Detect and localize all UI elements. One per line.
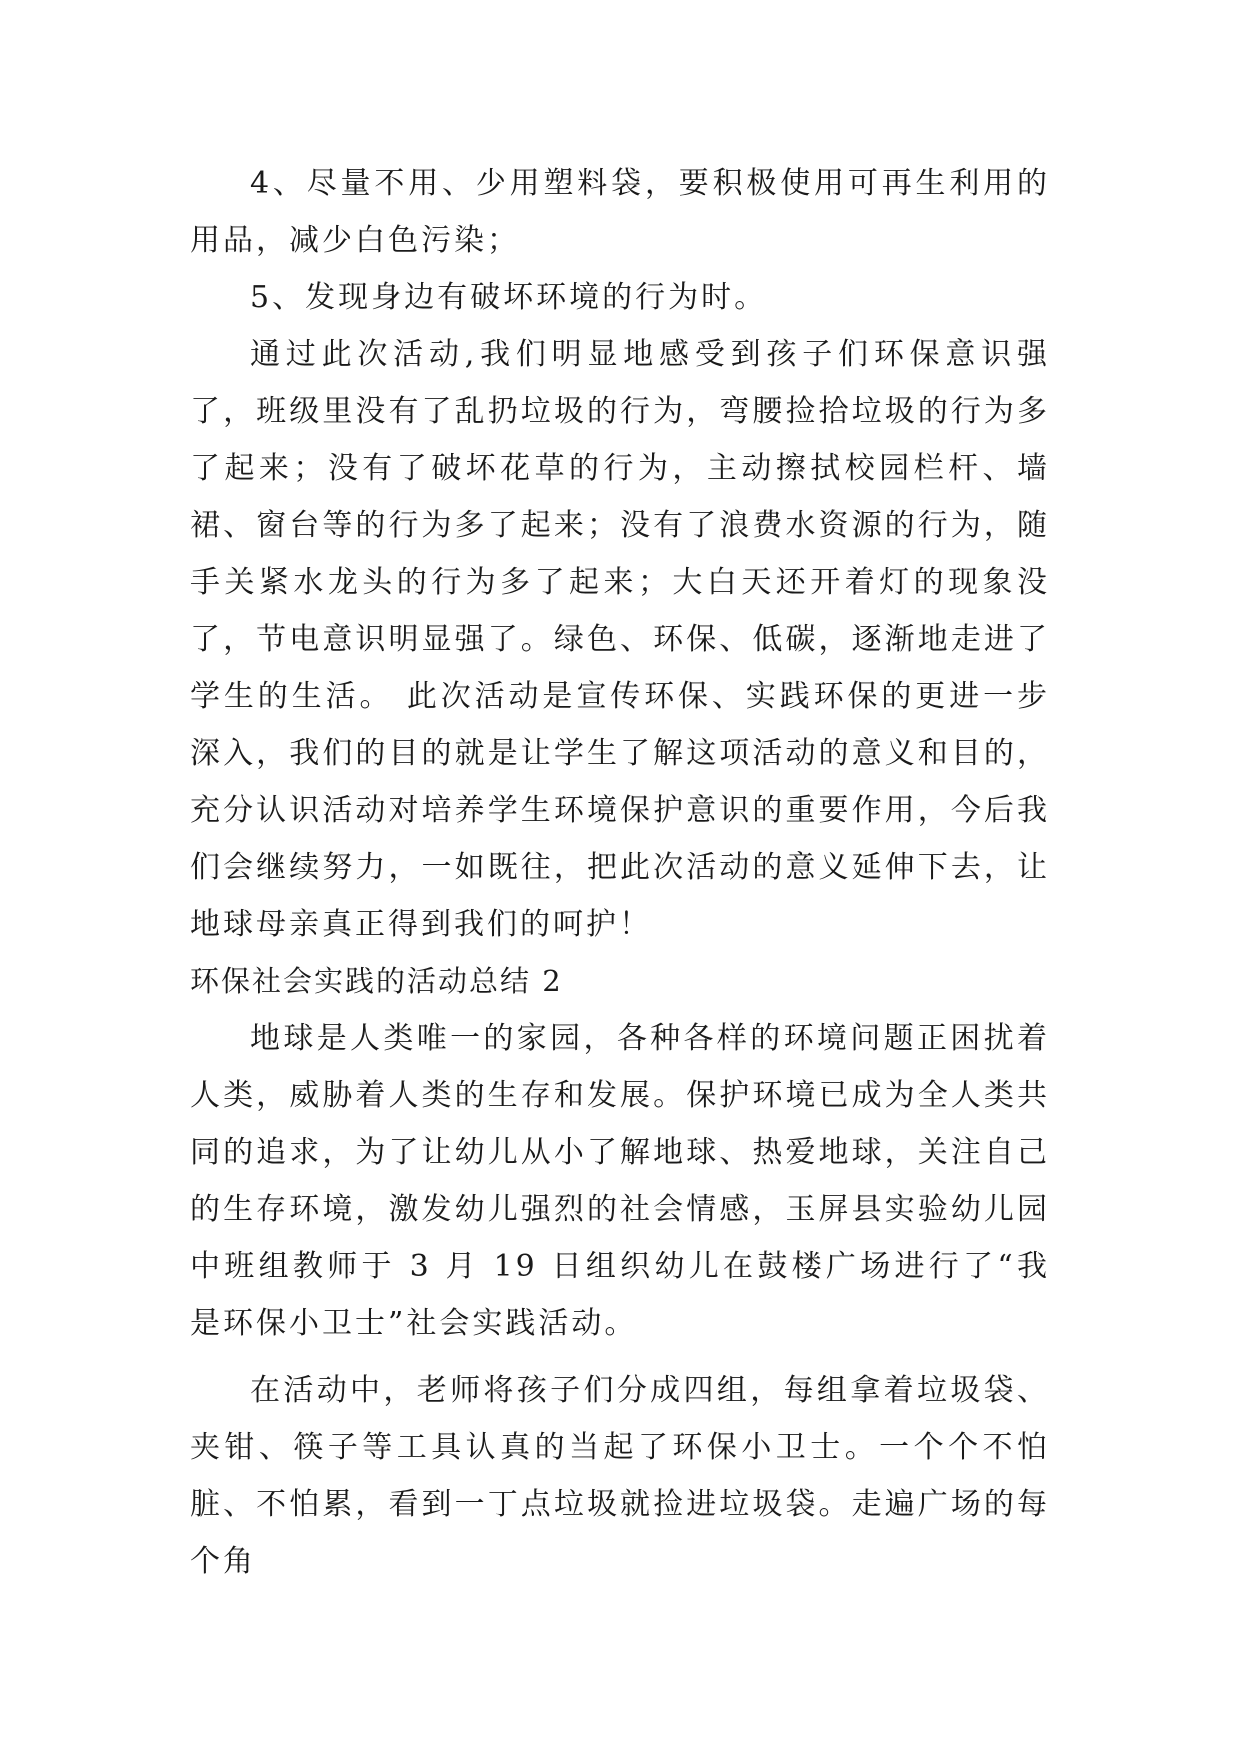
document-body: [190, 155, 1050, 1590]
paragraph-item-5: 5、发现身边有破坏环境的行为时。: [250, 280, 768, 315]
paragraph-activity: 在活动中，老师将孩子们分成四组，每组拿着垃圾袋、夹钳、筷子等工具认真的当起了环保小卫士。一个个不怕脏、不怕累，看到一丁点垃圾就捡进垃圾袋。走遍广场的每个角: [190, 1373, 1050, 1579]
paragraph-item-4: 4、尽量不用、少用塑料袋，要积极使用可再生利用的用品，减少白色污染；: [190, 166, 1050, 258]
section-heading: 环保社会实践的活动总结 2: [190, 964, 563, 998]
paragraph-intro: 地球是人类唯一的家园，各种各样的环境问题正困扰着人类，威胁着人类的生存和发展。保护环境已成为全人类共同的追求，为了让幼儿从小了解地球、热爱地球，关注自己的生存环境，激发幼儿强烈的社会情感，玉屏县实验幼儿园中班组教师于 3 月 19 日组织幼儿在鼓楼广场进行了“我是环保小卫士”社会实践活动。: [190, 1021, 1050, 1341]
paragraph-summary: 通过此次活动,我们明显地感受到孩子们环保意识强了，班级里没有了乱扔垃圾的行为，弯腰捡拾垃圾的行为多了起来；没有了破坏花草的行为，主动擦拭校园栏杆、墙裙、窗台等的行为多了起来；没有了浪费水资源的行为，随手关紧水龙头的行为多了起来；大白天还开着灯的现象没了，节电意识明显强了。绿色、环保、低碳，逐渐地走进了学生的生活。 此次活动是宣传环保、实践环保的更进一步深入，我们的目的就是让学生了解这项活动的意义和目的，充分认识活动对培养学生环境保护意识的重要作用，今后我们会继续努力，一如既往，把此次活动的意义延伸下去，让地球母亲真正得到我们的呵护！: [190, 337, 1050, 942]
